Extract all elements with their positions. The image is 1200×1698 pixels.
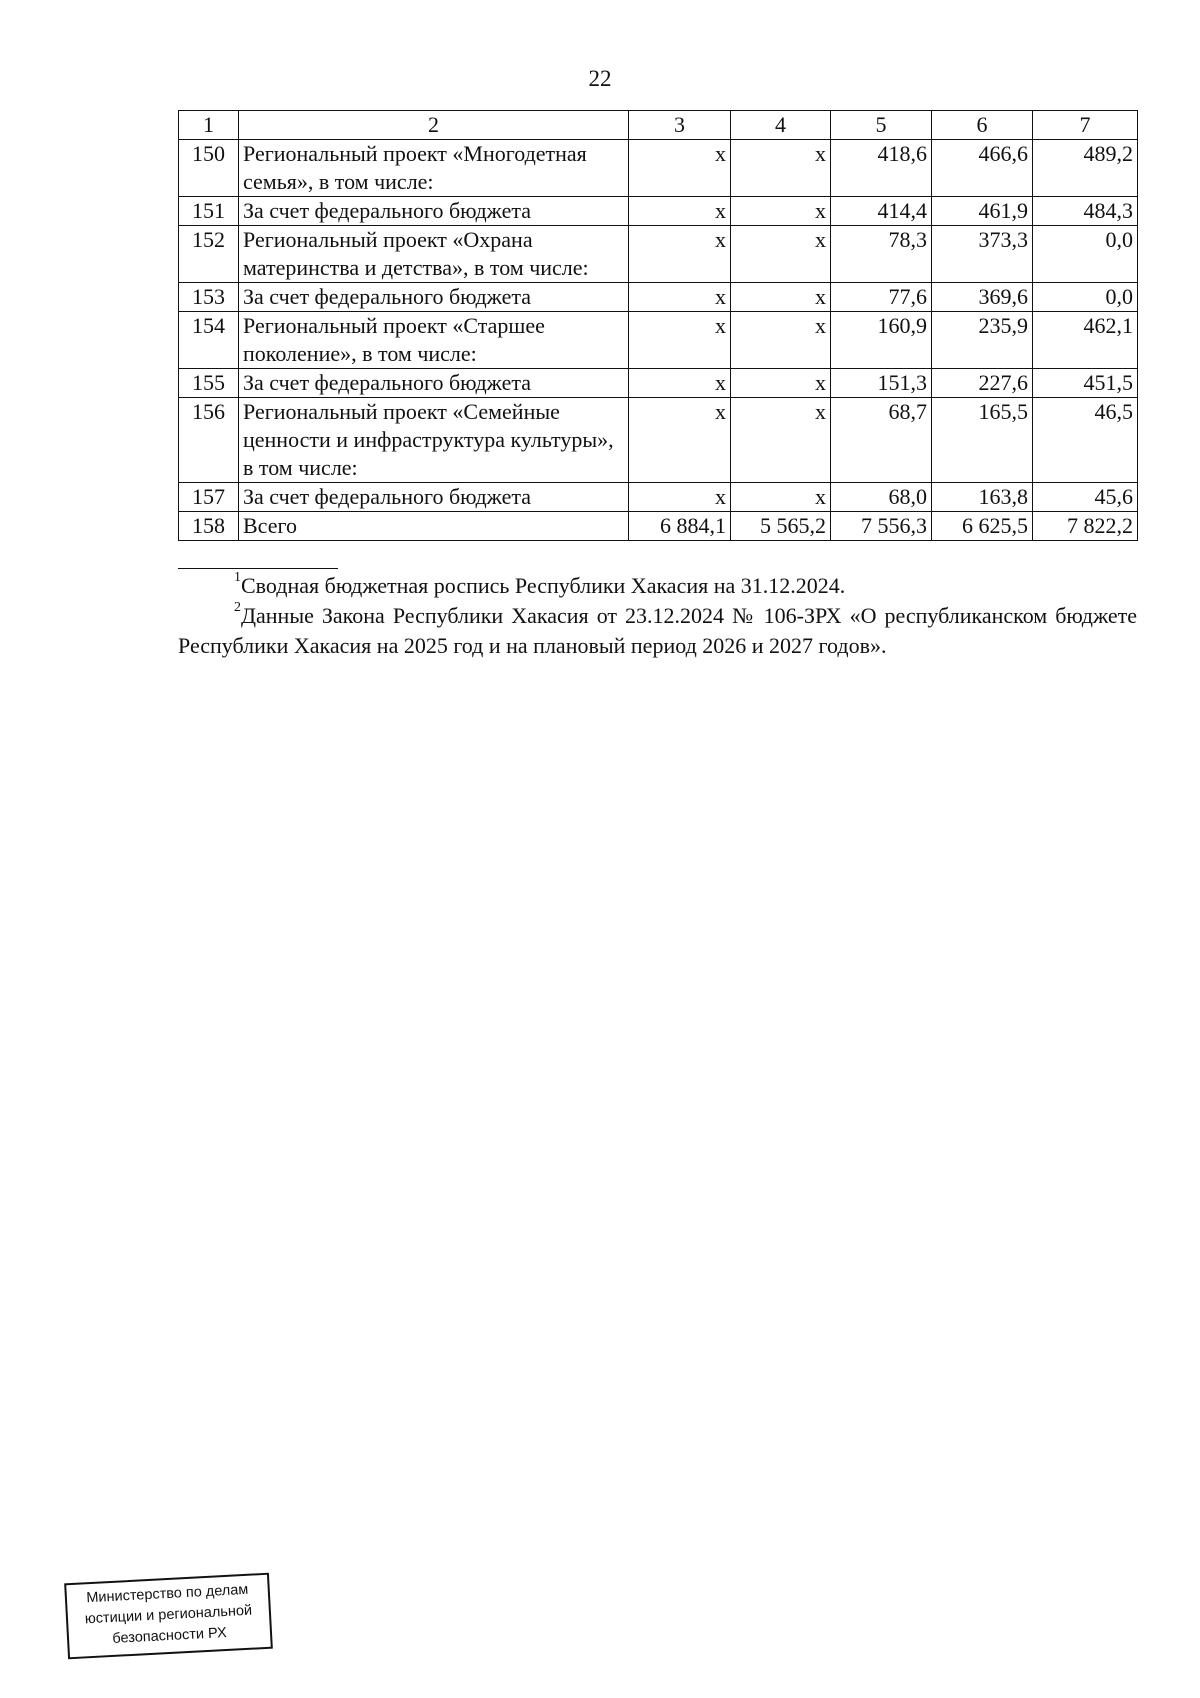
table-header-row [179, 111, 1138, 140]
cell-col4: х [731, 140, 831, 197]
cell-col5: 151,3 [831, 369, 932, 398]
cell-col6: 461,9 [932, 197, 1033, 226]
cell-col7: 45,6 [1033, 483, 1138, 512]
footnote-mark: 2 [234, 600, 241, 615]
cell-col6: 373,3 [932, 226, 1033, 283]
cell-col6: 369,6 [932, 283, 1033, 312]
cell-col7: 0,0 [1033, 283, 1138, 312]
cell-col5: 7 556,3 [831, 512, 932, 541]
footnote-mark: 1 [234, 570, 241, 585]
cell-col3: х [629, 197, 731, 226]
cell-col5: 418,6 [831, 140, 932, 197]
table-row [179, 197, 1138, 226]
cell-col5: 160,9 [831, 312, 932, 369]
page-number: 22 [588, 66, 612, 91]
row-name: За счет федерального бюджета [239, 197, 629, 226]
row-number: 150 [179, 140, 239, 197]
row-number: 153 [179, 283, 239, 312]
cell-col4: х [731, 283, 831, 312]
cell-col7: 489,2 [1033, 140, 1138, 197]
cell-col7: 451,5 [1033, 369, 1138, 398]
row-number: 154 [179, 312, 239, 369]
cell-col7: 7 822,2 [1033, 512, 1138, 541]
cell-col6: 235,9 [932, 312, 1033, 369]
row-number: 156 [179, 398, 239, 483]
cell-col5: 68,0 [831, 483, 932, 512]
cell-col6: 165,5 [932, 398, 1033, 483]
footnotes [178, 568, 1137, 661]
cell-col4: х [731, 398, 831, 483]
cell-col3: х [629, 369, 731, 398]
cell-col3: х [629, 398, 731, 483]
cell-col6: 6 625,5 [932, 512, 1033, 541]
cell-col5: 414,4 [831, 197, 932, 226]
row-number: 151 [179, 197, 239, 226]
row-name: Региональный проект «Охрана материнства и детства», в том числе: [239, 226, 629, 283]
stamp-line: юстиции и региональной [84, 1602, 253, 1628]
row-number: 158 [179, 512, 239, 541]
cell-col6: 163,8 [932, 483, 1033, 512]
table-row [179, 140, 1138, 197]
cell-col3: 6 884,1 [629, 512, 731, 541]
cell-col6: 466,6 [932, 140, 1033, 197]
cell-col5: 77,6 [831, 283, 932, 312]
cell-col3: х [629, 283, 731, 312]
footnote-divider [178, 568, 338, 569]
column-header: 6 [932, 111, 1033, 140]
footnote-text: Данные Закона Республики Хакасия от 23.12.2024 № 106-ЗРХ «О республиканском бюджете Республики Хакасия на 2025 год и на плановый период 2026 и 2027 годов». [178, 603, 1137, 658]
row-name: Региональный проект «Многодетная семья», в том числе: [239, 140, 629, 197]
cell-col7: 46,5 [1033, 398, 1138, 483]
column-header: 2 [239, 111, 629, 140]
row-name: За счет федерального бюджета [239, 369, 629, 398]
row-name: Региональный проект «Семейные ценности и инфраструктура культуры», в том числе: [239, 398, 629, 483]
cell-col4: х [731, 369, 831, 398]
row-name: Региональный проект «Старшее поколение», в том числе: [239, 312, 629, 369]
cell-col5: 78,3 [831, 226, 932, 283]
footnote-text: Сводная бюджетная роспись Республики Хакасия на 31.12.2024. [241, 573, 846, 598]
cell-col4: х [731, 312, 831, 369]
ministry-stamp [64, 1573, 273, 1660]
cell-col3: х [629, 140, 731, 197]
cell-col4: х [731, 197, 831, 226]
row-number: 152 [179, 226, 239, 283]
cell-col4: х [731, 483, 831, 512]
table-row [179, 312, 1138, 369]
budget-table [178, 110, 1138, 541]
cell-col4: 5 565,2 [731, 512, 831, 541]
row-number: 155 [179, 369, 239, 398]
row-name: За счет федерального бюджета [239, 283, 629, 312]
cell-col4: х [731, 226, 831, 283]
table-row [179, 226, 1138, 283]
table-total-row [179, 512, 1138, 541]
stamp-line: Министерство по делам [85, 1581, 249, 1607]
row-name: За счет федерального бюджета [239, 483, 629, 512]
column-header: 3 [629, 111, 731, 140]
footnote-1 [178, 571, 1137, 601]
footnote-2 [178, 601, 1137, 661]
row-number: 157 [179, 483, 239, 512]
cell-col6: 227,6 [932, 369, 1033, 398]
cell-col3: х [629, 483, 731, 512]
column-header: 7 [1033, 111, 1138, 140]
cell-col7: 484,3 [1033, 197, 1138, 226]
column-header: 1 [179, 111, 239, 140]
row-name: Всего [239, 512, 629, 541]
cell-col7: 462,1 [1033, 312, 1138, 369]
table-row [179, 283, 1138, 312]
cell-col7: 0,0 [1033, 226, 1138, 283]
cell-col5: 68,7 [831, 398, 932, 483]
cell-col3: х [629, 226, 731, 283]
table-row [179, 398, 1138, 483]
column-header: 4 [731, 111, 831, 140]
column-header: 5 [831, 111, 932, 140]
table-row [179, 369, 1138, 398]
stamp-line: безопасности РХ [112, 1624, 228, 1647]
cell-col3: х [629, 312, 731, 369]
table-row [179, 483, 1138, 512]
